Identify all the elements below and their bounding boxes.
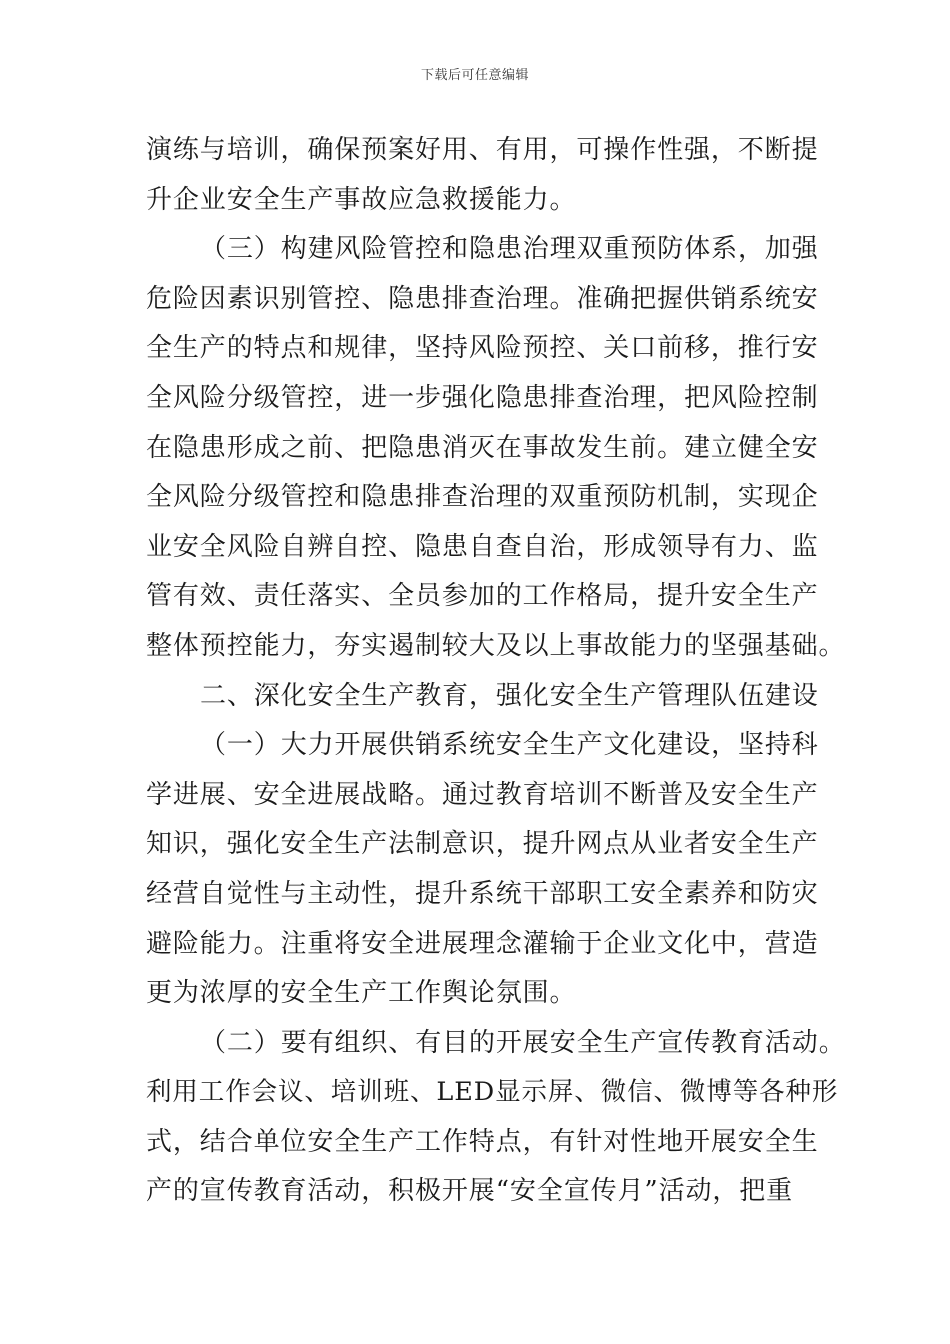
text-line: 整体预控能力，夯实遏制较大及以上事故能力的坚强基础。 (146, 630, 846, 661)
text-line: 演练与培训，确保预案好用、有用，可操作性强，不断提 (146, 135, 819, 165)
text-line: 危险因素识别管控、隐患排查治理。准确把握供销系统安 (146, 283, 819, 314)
text-line: 在隐患形成之前、把隐患消灭在事故发生前。建立健全安 (146, 432, 819, 463)
text-line: 利用工作会议、培训班、LED显示屏、微信、微博等各种形 (146, 1077, 839, 1108)
section-heading: 二、深化安全生产教育，强化安全生产管理队伍建设 (200, 680, 819, 711)
text-line: （二）要有组织、有目的开展安全生产宣传教育活动。 (200, 1027, 846, 1058)
text-line: 更为浓厚的安全生产工作舆论氛围。 (146, 978, 577, 1009)
document-body (146, 126, 846, 1217)
text-line: 知识，强化安全生产法制意识，提升网点从业者安全生产 (146, 829, 819, 860)
text-line: 全风险分级管控，进一步强化隐患排查治理，把风险控制 (146, 382, 819, 413)
text-line: 式，结合单位安全生产工作特点，有针对性地开展安全生 (146, 1126, 819, 1157)
text-line: 经营自觉性与主动性，提升系统干部职工安全素养和防灾 (146, 878, 819, 909)
text-line: 管有效、责任落实、全员参加的工作格局，提升安全生产 (146, 581, 819, 612)
text-line: 业安全风险自辨自控、隐患自查自治，形成领导有力、监 (146, 531, 819, 562)
text-line: （三）构建风险管控和隐患治理双重预防体系，加强 (200, 234, 819, 265)
text-line: 全生产的特点和规律，坚持风险预控、关口前移，推行安 (146, 333, 819, 364)
text-line: 升企业安全生产事故应急救援能力。 (146, 184, 577, 215)
text-line: 全风险分级管控和隐患排查治理的双重预防机制，实现企 (146, 482, 819, 513)
text-line: 学进展、安全进展战略。通过教育培训不断普及安全生产 (146, 779, 819, 810)
text-line: 避险能力。注重将安全进展理念灌输于企业文化中，营造 (146, 928, 819, 959)
page-header: 下载后可任意编辑 (420, 68, 529, 83)
text-line: 产的宣传教育活动，积极开展“安全宣传月”活动，把重 (146, 1176, 794, 1207)
text-line: （一）大力开展供销系统安全生产文化建设，坚持科 (200, 730, 819, 761)
